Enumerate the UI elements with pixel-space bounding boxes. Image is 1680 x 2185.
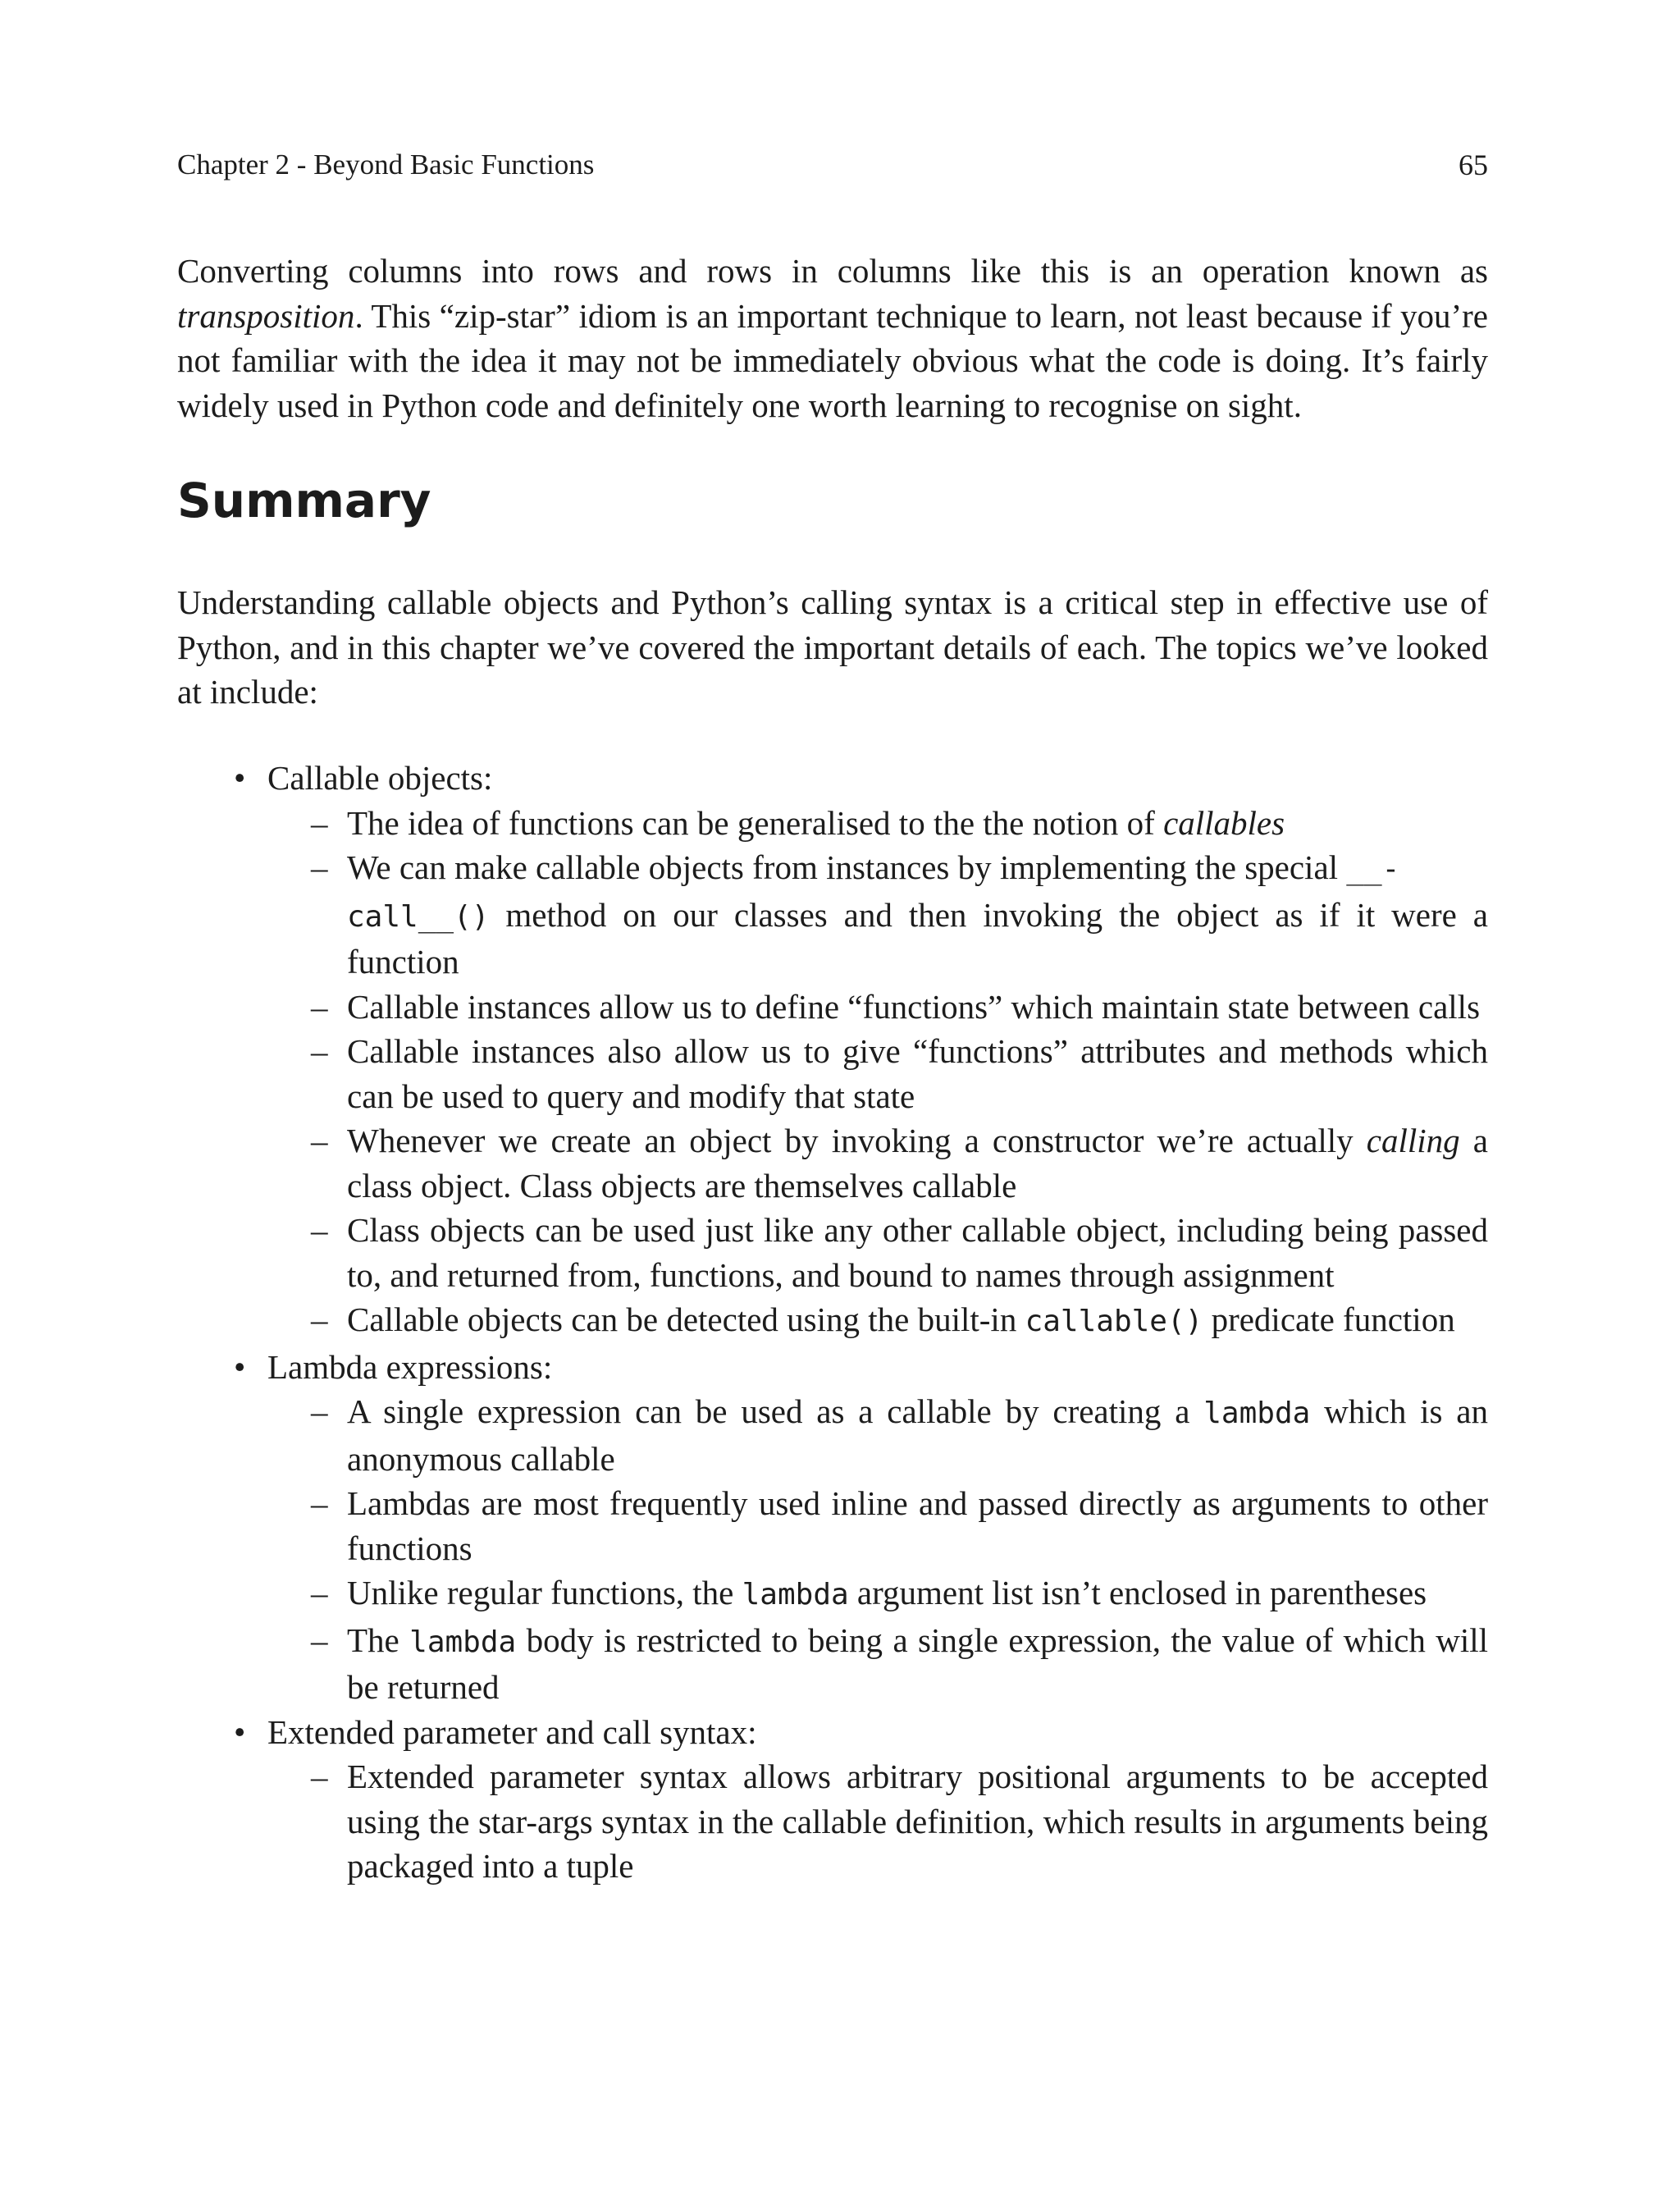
intro-paragraph (177, 249, 1488, 427)
item-text: Unlike regular functions, the (347, 1574, 742, 1611)
list-item (267, 1618, 1488, 1710)
item-text: a class object. Class objects are themselves callable (347, 1122, 1488, 1204)
dash-icon: – (311, 1392, 328, 1430)
extended-sublist (267, 1754, 1488, 1889)
list-item (267, 1029, 1488, 1118)
item-text: A single expression can be used as a callable by creating a (347, 1392, 1204, 1430)
list-item-title: Extended parameter and call syntax: (267, 1712, 757, 1751)
dash-icon: – (311, 1758, 328, 1795)
summary-paragraph: Understanding callable objects and Python’s calling syntax is a critical step in effective use of Python, and in this chapter we’ve covered the important details of each. The topics we’ve looked at include: (177, 583, 1488, 711)
bullet-icon: • (234, 759, 246, 797)
chapter-title: Chapter 2 - Beyond Basic Functions (177, 149, 595, 181)
list-item-lambda-expressions (177, 1345, 1488, 1710)
intro-text-start: Converting columns into rows and rows in columns like this is an operation known as (177, 252, 1488, 290)
lambda-keyword-code: lambda (409, 1625, 517, 1659)
page-number: 65 (1459, 149, 1488, 181)
callables-term: callables (1163, 803, 1285, 842)
item-text: Extended parameter syntax allows arbitrary positional arguments to be accepted using the star-args syntax in the callable definition, which results in arguments being packaged into a tuple (347, 1758, 1488, 1885)
list-item (267, 1297, 1488, 1345)
dash-icon: – (311, 1574, 328, 1611)
lambda-keyword-code: lambda (742, 1578, 849, 1611)
transposition-term: transposition (177, 296, 355, 335)
list-item (267, 1389, 1488, 1481)
list-item (267, 985, 1488, 1030)
item-text: The idea of functions can be generalised to the the notion of (347, 803, 1164, 842)
list-item (267, 801, 1488, 846)
dash-icon: – (311, 1300, 328, 1338)
running-header (177, 144, 1488, 185)
list-item-callable-objects (177, 756, 1488, 1345)
dash-icon: – (311, 987, 328, 1026)
lambdas-sublist (267, 1389, 1488, 1710)
topics-list (177, 756, 1488, 1889)
list-item (267, 845, 1488, 985)
item-text: body is restricted to being a single expression, the value of which will be returned (347, 1620, 1488, 1706)
summary-heading: Summary (177, 473, 431, 528)
dash-icon: – (311, 848, 328, 886)
item-text: Callable instances also allow us to give “functions” attributes and methods which can be used to query and modify that state (347, 1032, 1488, 1115)
dash-icon: – (311, 1211, 328, 1249)
item-text: Whenever we create an object by invoking a constructor we’re actually (347, 1122, 1367, 1159)
dash-icon: – (311, 1122, 328, 1159)
item-text: The (347, 1620, 410, 1659)
call-method-code-part1: __- (1346, 853, 1400, 886)
item-text: which is an anonymous callable (347, 1392, 1488, 1478)
lambda-keyword-code: lambda (1203, 1396, 1311, 1430)
item-text: We can make callable objects from instances by implementing the special (347, 848, 1347, 886)
bullet-icon: • (234, 1712, 246, 1751)
intro-text-rest: . This “zip-star” idiom is an important technique to learn, not least because if you’re not familiar with the idea it may not be immediately obvious what the code is doing. It’s fairly widely used in Python code and definitely one worth learning to recognise on sight. (177, 296, 1488, 424)
dash-icon: – (311, 1032, 328, 1070)
dash-icon: – (311, 1484, 328, 1522)
dash-icon: – (311, 803, 328, 842)
item-text: argument list isn’t enclosed in parentheses (848, 1574, 1427, 1611)
list-item (267, 1118, 1488, 1208)
callable-function-code: callable() (1025, 1305, 1203, 1338)
item-text: Callable instances allow us to define “functions” which maintain state between calls (347, 987, 1481, 1026)
list-item (267, 1754, 1488, 1889)
list-item-extended-syntax (177, 1710, 1488, 1889)
item-text: Lambdas are most frequently used inline and passed directly as arguments to other functions (347, 1484, 1488, 1567)
dash-icon: – (311, 1620, 328, 1659)
list-item (267, 1481, 1488, 1570)
item-text: method on our classes and then invoking the object as if it were a function (347, 895, 1488, 981)
item-text: Callable objects can be detected using the built-in (347, 1300, 1025, 1338)
callables-sublist (267, 801, 1488, 1345)
list-item (267, 1208, 1488, 1297)
list-item-title: Lambda expressions: (267, 1347, 553, 1386)
item-text: Class objects can be used just like any other callable object, including being passed to, and returned from, functions, and bound to names through assignment (347, 1211, 1488, 1294)
bullet-icon: • (234, 1347, 246, 1386)
call-method-code-part2: call__() (347, 899, 490, 934)
list-item (267, 1570, 1488, 1618)
list-item-title: Callable objects: (267, 759, 493, 797)
calling-term: calling (1366, 1122, 1460, 1159)
item-text: predicate function (1203, 1300, 1455, 1338)
